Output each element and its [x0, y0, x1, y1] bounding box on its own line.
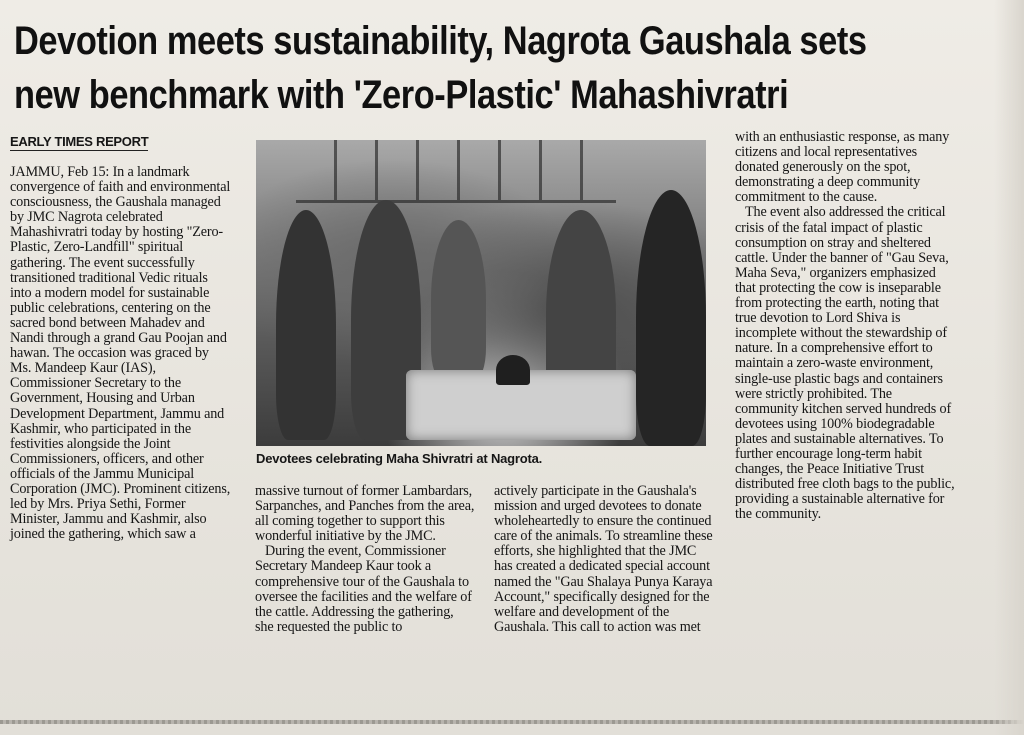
headline-line-2: new benchmark with 'Zero-Plastic' Mahashivratri: [14, 73, 789, 117]
article-column-1: [10, 165, 232, 542]
headline-line-1: Devotion meets sustainability, Nagrota Gaushala sets: [14, 19, 867, 63]
news-photo: [256, 140, 706, 446]
column-2-paragraph-2: During the event, Commissioner Secretary Mandeep Kaur took a comprehensive tour of the Gaushala to oversee the facilities and the welfare of the cattle. Addressing the gathering, she requested the public to: [255, 543, 472, 635]
column-4-paragraph-1: with an enthusiastic response, as many citizens and local representatives donated generously on the spot, demonstrating a deep community commitment to the cause.: [735, 129, 950, 206]
column-2-paragraph-1: massive turnout of former Lambardars, Sarpanches, and Panches from the area, all coming together to support this wonderful initiative by the JMC.: [255, 483, 475, 545]
photo-figure: [276, 210, 336, 440]
paper-edge: [994, 0, 1024, 735]
article-column-4: [735, 130, 955, 522]
article-column-2: [255, 484, 475, 635]
bottom-rule: [0, 720, 1024, 724]
photo-caption: Devotees celebrating Maha Shivratri at Nagrota.: [256, 451, 543, 466]
column-3-paragraph-1: actively participate in the Gaushala's mission and urged devotees to donate wholeheartedly to ensure the continued care of the animals. To streamline these efforts, she highlighted that the JMC has created a dedicated special account named the "Gau Shalaya Punya Karaya Account," specifically designed for the welfare and development of the Gaushala. This call to action was met: [494, 483, 713, 635]
byline: EARLY TIMES REPORT: [10, 134, 149, 149]
column-1-paragraph-1: JAMMU, Feb 15: In a landmark convergence of faith and environmental consciousness, the Gaushala managed by JMC Nagrota celebrated Mahashivratri today by hosting "Zero-Plastic, Zero-Landfill" spiritual gathering. The event successfully transitioned traditional Vedic rituals into a modern model for sustainable public celebrations, centering on the sacred bond between Mahadev and Nandi through a grand Gau Poojan and hawan. The occasion was graced by Ms. Mandeep Kaur (IAS), Commissioner Secretary to the Government, Housing and Urban Development Department, Jammu and Kashmir, who participated in the festivities alongside the Joint Commissioners, officers, and other officials of the Jammu Municipal Corporation (JMC). Prominent citizens, led by Mrs. Priya Sethi, Former Minister, Jammu and Kashmir, also joined the gathering, which saw a: [10, 164, 231, 543]
article-column-3: [494, 484, 716, 635]
column-4-paragraph-2: The event also addressed the critical crisis of the fatal impact of plastic consumption on stray and sheltered cattle. Under the banner of "Gau Seva, Maha Seva," organizers emphasized that protecting the cow is inseparable from protecting the earth, noting that true devotion to Lord Shiva is incomplete without the stewardship of nature. In a comprehensive effort to maintain a zero-waste environment, single-use plastic bags and containers were strictly prohibited. The community kitchen served hundreds of devotees using 100% biodegradable plates and sustainable alternatives. To further encourage long-term habit changes, the Peace Initiative Trust distributed free cloth bags to the public, providing a sustainable alternative for the community.: [735, 204, 955, 523]
photo-figure: [636, 190, 706, 446]
headline: [14, 14, 1014, 122]
photo-canopy: [296, 140, 616, 203]
photo-shivling: [496, 355, 530, 385]
photo-figure: [431, 220, 486, 380]
